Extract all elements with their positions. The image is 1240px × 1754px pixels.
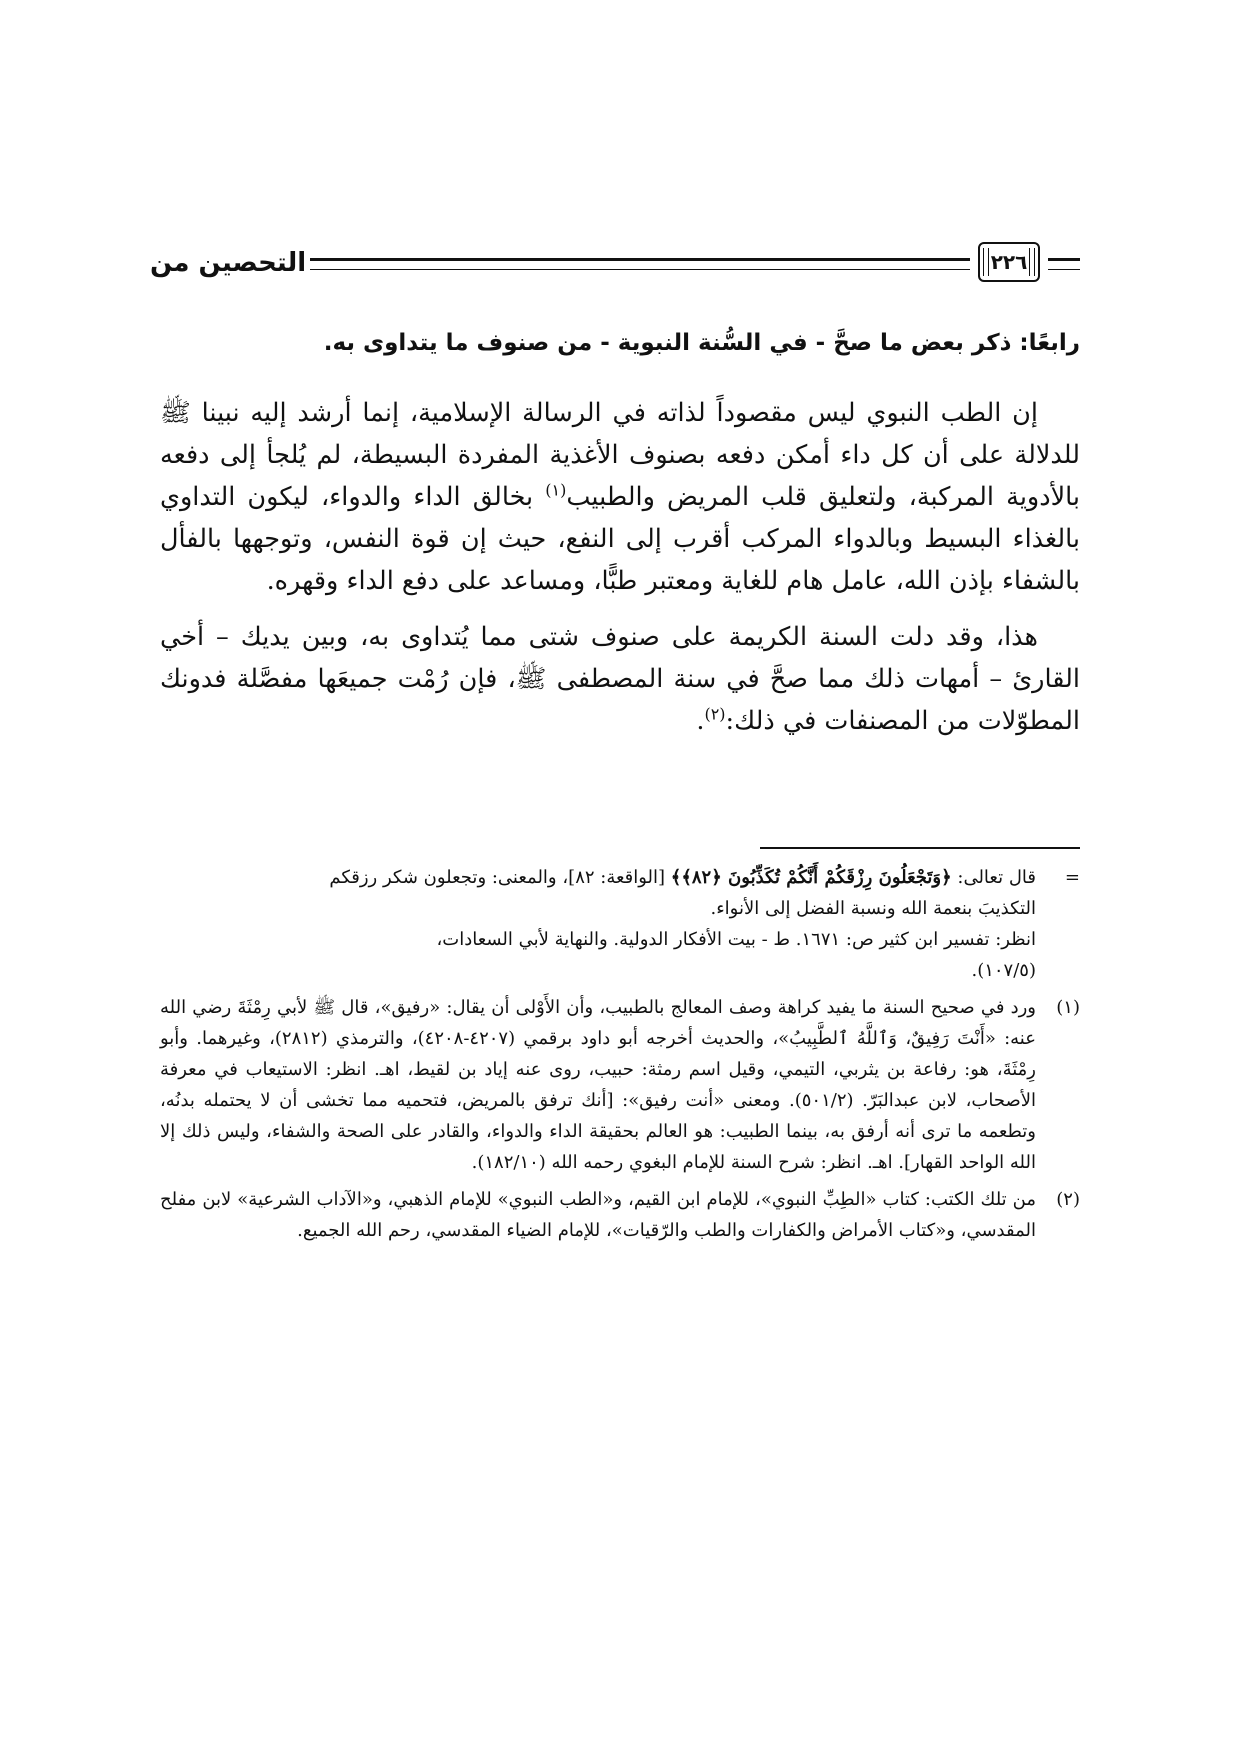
footnote-label: (١) xyxy=(1056,997,1080,1018)
paragraph-1-text: إن الطب النبوي ليس مقصوداً لذاته في الرسالة الإسلامية، إنما أرشد إليه نبينا ﷺ للدلالة على أن كل داء أمكن دفعه بصنوف الأغذية المفردة البسيطة، لم يُلجأ إلى دفعه بالأدوية المركبة، ولتعليق قلب المريض والطبيب xyxy=(160,398,1081,512)
paragraph-2-end: . xyxy=(696,706,705,736)
footnote-ref-1: (١) xyxy=(545,480,567,500)
footnote-line xyxy=(160,862,1036,893)
paragraph-2-text: هذا، وقد دلت السنة الكريمة على صنوف شتى مما يُتداوى به، وبين يديك – أخي القارئ – أمهات ذلك مما صحَّ في سنة المصطفى ﷺ، فإن رُمْت جميعَها مفصَّلة فدونك المطوّلات من المصنفات في ذلك: xyxy=(160,622,1080,736)
footnote-label: (٢) xyxy=(1056,1189,1080,1210)
continuation-marker: = xyxy=(1064,867,1080,888)
footnote-text: قال تعالى: xyxy=(951,867,1036,888)
footnote-2 xyxy=(160,1184,1080,1246)
footnotes xyxy=(160,862,1080,1252)
paragraph-1-text-cont: بخالق الداء والدواء، ليكون التداوي بالغذاء البسيط وبالدواء المركب أقرب إلى النفع، حيث إن قوة النفس، وتوجهها بالفأل بالشفاء بإذن الله، عامل هام للغاية ومعتبر طبًّا، ومساعد على دفع الداء وقهره. xyxy=(160,482,1080,596)
page-header xyxy=(150,242,1080,292)
footnote-line: (١٠٧/٥). xyxy=(971,960,1036,981)
section-heading: رابعًا: ذكر بعض ما صحَّ - في السُّنة النبوية - من صنوف ما يتداوى به. xyxy=(323,330,1080,356)
running-title: التحصين من xyxy=(150,248,307,278)
page-number: ٢٢٦ xyxy=(978,242,1040,282)
footnote-line: انظر: تفسير ابن كثير ص: ١٦٧١. ط - بيت الأفكار الدولية. والنهاية لأبي السعادات، xyxy=(436,929,1036,950)
header-rule xyxy=(310,258,970,270)
footnote-text: [الواقعة: ٨٢]، والمعنى: وتجعلون شكر رزقكم xyxy=(329,867,671,888)
paragraph-2 xyxy=(160,616,1080,742)
header-rule-end xyxy=(1048,258,1080,270)
paragraph-1 xyxy=(160,392,1080,602)
footnote-1 xyxy=(160,992,1080,1178)
footnote-line: التكذيبَ بنعمة الله ونسبة الفضل إلى الأنواء. xyxy=(710,898,1036,919)
footnote-separator xyxy=(760,847,1080,849)
quran-verse: ﴿وَتَجْعَلُونَ رِزْقَكُمْ أَنَّكُمْ تُكَذِّبُونَ ﴿٨٢﴾﴾ xyxy=(670,867,952,888)
footnote-ref-2: (٢) xyxy=(704,704,726,724)
footnote-text: من تلك الكتب: كتاب «الطِبِّ النبوي»، للإمام ابن القيم، و«الطب النبوي» للإمام الذهبي، و«الآداب الشرعية» لابن مفلح المقدسي، و«كتاب الأمراض والكفارات والطب والرّقيات»، للإمام الضياء المقدسي، رحم الله الجميع. xyxy=(160,1189,1036,1241)
footnote-continued xyxy=(160,862,1080,986)
body-text xyxy=(160,392,1080,756)
footnote-text: ورد في صحيح السنة ما يفيد كراهة وصف المعالج بالطبيب، وأن الأَوْلى أن يقال: «رفيق»، قال ﷺ لأبي رِمْثَةَ رضي الله عنه: «أَنْتَ رَفِيقٌ، وَٱللَّهُ ٱلطَّبِيبُ»، والحديث أخرجه أبو داود برقمي (٤٢٠٧-٤٢٠٨)، والترمذي (٢٨١٢)، وغيرهما. وأبو رِمْثَةَ، هو: رفاعة بن يثربي، التيمي، وقيل اسم رمثة: حبيب، روى عنه إياد بن لقيط، اهـ. انظر: الاستيعاب في معرفة الأصحاب، لابن عبدالبَرّ. (٥٠١/٢). ومعنى «أنت رفيق»: [أنك ترفق بالمريض، فتحميه مما تخشى أن لا يحتمله بدنُه، وتطعمه ما ترى أنه أرفق به، بينما الطبيب: هو العالم بحقيقة الداء والدواء، والقادر على الصحة والشفاء، وليس ذلك إلا الله الواحد القهار]. اهـ. انظر: شرح السنة للإمام البغوي رحمه الله (١٨٢/١٠). xyxy=(160,997,1036,1173)
